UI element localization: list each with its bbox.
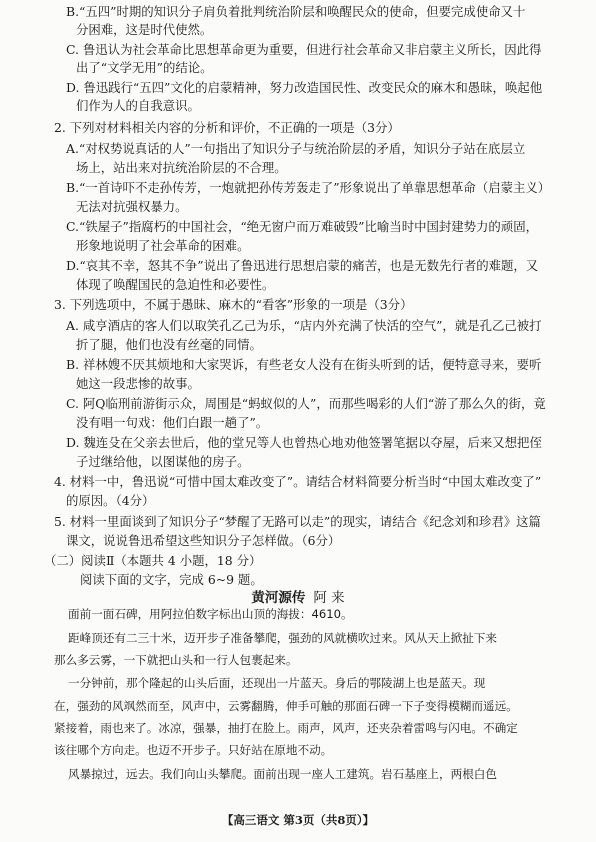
question-3: 3. 下列选项中，不属于愚昧、麻木的“看客”形象的一项是（3分） bbox=[54, 297, 413, 312]
q3-option-a-cont: 折了腿，他们也没有丝毫的同情。 bbox=[76, 337, 262, 352]
q2-option-a: A.“对权势说真话的人”一句指出了知识分子与统治阶层的矛盾，知识分子站在底层立 bbox=[66, 141, 526, 156]
article-paragraph: 一分钟前，那个隆起的山头后面，还现出一片蓝天。身后的鄂陵湖上也是蓝天。现 bbox=[68, 676, 486, 690]
q3-option-c: C. 阿Q临刑前游街示众，周围是“蚂蚁似的人”，而那些喝彩的人们“游了那么久的街，竟 bbox=[66, 396, 546, 411]
q2-option-d-cont: 体现了唤醒国民的急迫性和必要性。 bbox=[76, 277, 275, 292]
article-paragraph: 面前一面石碑，用阿拉伯数字标出山顶的海拔：4610。 bbox=[68, 607, 353, 621]
question-4-cont: 的原因。（4分） bbox=[66, 493, 155, 508]
q3-option-a: A. 咸亨酒店的客人们以取笑孔乙己为乐，“店内外充满了快活的空气”，就是孔乙己被打 bbox=[66, 318, 542, 333]
question-2: 2. 下列对材料相关内容的分析和评价，不正确的一项是（3分） bbox=[54, 120, 400, 135]
q3-option-c-cont: 没有唱一句戏：他们白跟一趟了”。 bbox=[76, 415, 269, 430]
q2-option-c: C.“铁屋子”指腐朽的中国社会，“绝无窗户而万难破毁”比喻当时中国封建势力的顽固， bbox=[66, 219, 538, 234]
q3-option-b: B. 祥林嫂不厌其烦地和大家哭诉，有些老女人没有在街头听到的话，便特意寻来，要听 bbox=[66, 357, 542, 372]
q2-option-c-cont: 形象地说明了社会革命的困难。 bbox=[76, 238, 250, 253]
option-c: C. 鲁迅认为社会革命比思想革命更为重要，但进行社会革命又非启蒙主义所长，因此得 bbox=[66, 42, 542, 57]
section-instruction: 阅读下面的文字，完成 6~9 题。 bbox=[80, 572, 263, 587]
q3-option-b-cont: 她这一段悲惨的故事。 bbox=[76, 376, 200, 391]
article-paragraph: 距峰顶还有二三十米，迈开步子准备攀爬，强劲的风就横吹过来。风从天上掀扯下来 bbox=[68, 631, 497, 645]
q2-option-b: B.“一首诗吓不走孙传芳，一炮就把孙传芳轰走了”形象说出了单靠思想革命（启蒙主义） bbox=[66, 180, 551, 195]
section-heading: （二）阅读Ⅱ（本题共 4 小题，18 分） bbox=[44, 553, 262, 568]
question-5-cont: 课文，说说鲁迅希望这些知识分子怎样做。（6分） bbox=[66, 533, 341, 548]
article-title bbox=[0, 586, 596, 606]
q2-option-d: D.“哀其不幸，怒其不争”说出了鲁迅进行思想启蒙的痛苦，也是无数先行者的难题，又 bbox=[66, 258, 539, 273]
article-paragraph-cont: 在，强劲的风飒然而至，风声中，云雾翻腾，伸手可触的那面石碑一下子变得模糊而遥远。 bbox=[54, 699, 518, 713]
option-b-cont: 分困难，这是时代使然。 bbox=[76, 22, 213, 37]
option-d: D. 鲁迅践行“五四”文化的启蒙精神，努力改造国民性、改变民众的麻木和愚昧，唤起他 bbox=[66, 80, 543, 95]
option-c-cont: 出了“文学无用”的结论。 bbox=[76, 60, 213, 75]
q3-option-d-cont: 子过继给他，以图谋他的房子。 bbox=[76, 454, 250, 469]
q2-option-a-cont: 场上，站出来对抗统治阶层的不合理。 bbox=[76, 160, 287, 175]
question-4: 4. 材料一中，鲁迅说“可惜中国太难改变了”。请结合材料简要分析当时“中国太难改变了” bbox=[54, 474, 542, 489]
q3-option-d: D. 魏连殳在父亲去世后，他的堂兄等人也曾热心地劝他签署笔据以夺屋，后来又想把侄 bbox=[66, 435, 542, 450]
article-title-text: 黄河源传 bbox=[251, 590, 306, 606]
article-author: 阿 来 bbox=[313, 590, 345, 606]
article-paragraph-cont: 那么多云雾，一下就把山头和一行人包裹起来。 bbox=[54, 653, 298, 667]
article-paragraph: 风暴掠过，远去。我们向山头攀爬。面前出现一座人工建筑。岩石基座上，两根白色 bbox=[68, 767, 497, 781]
page-footer: 【高三语文 第3页（共8页）】 bbox=[221, 813, 375, 827]
option-d-cont: 们作为人的自我意识。 bbox=[76, 98, 200, 113]
article-paragraph-cont: 该往哪个方向走。也迈不开步子。只好站在原地不动。 bbox=[54, 743, 333, 757]
article-paragraph-cont: 紧接着，雨也来了。冰凉，强暴，抽打在脸上。雨声，风声，还夹杂着雷鸣与闪电。不确定 bbox=[54, 721, 518, 735]
question-5: 5. 材料一里面谈到了知识分子“梦醒了无路可以走”的现实，请结合《纪念刘和珍君》这篇 bbox=[54, 514, 541, 529]
q2-option-b-cont: 无法对抗强权暴力。 bbox=[76, 199, 188, 214]
option-b: B.“五四”时期的知识分子肩负着批判统治阶层和唤醒民众的使命，但要完成使命又十 bbox=[66, 4, 526, 19]
